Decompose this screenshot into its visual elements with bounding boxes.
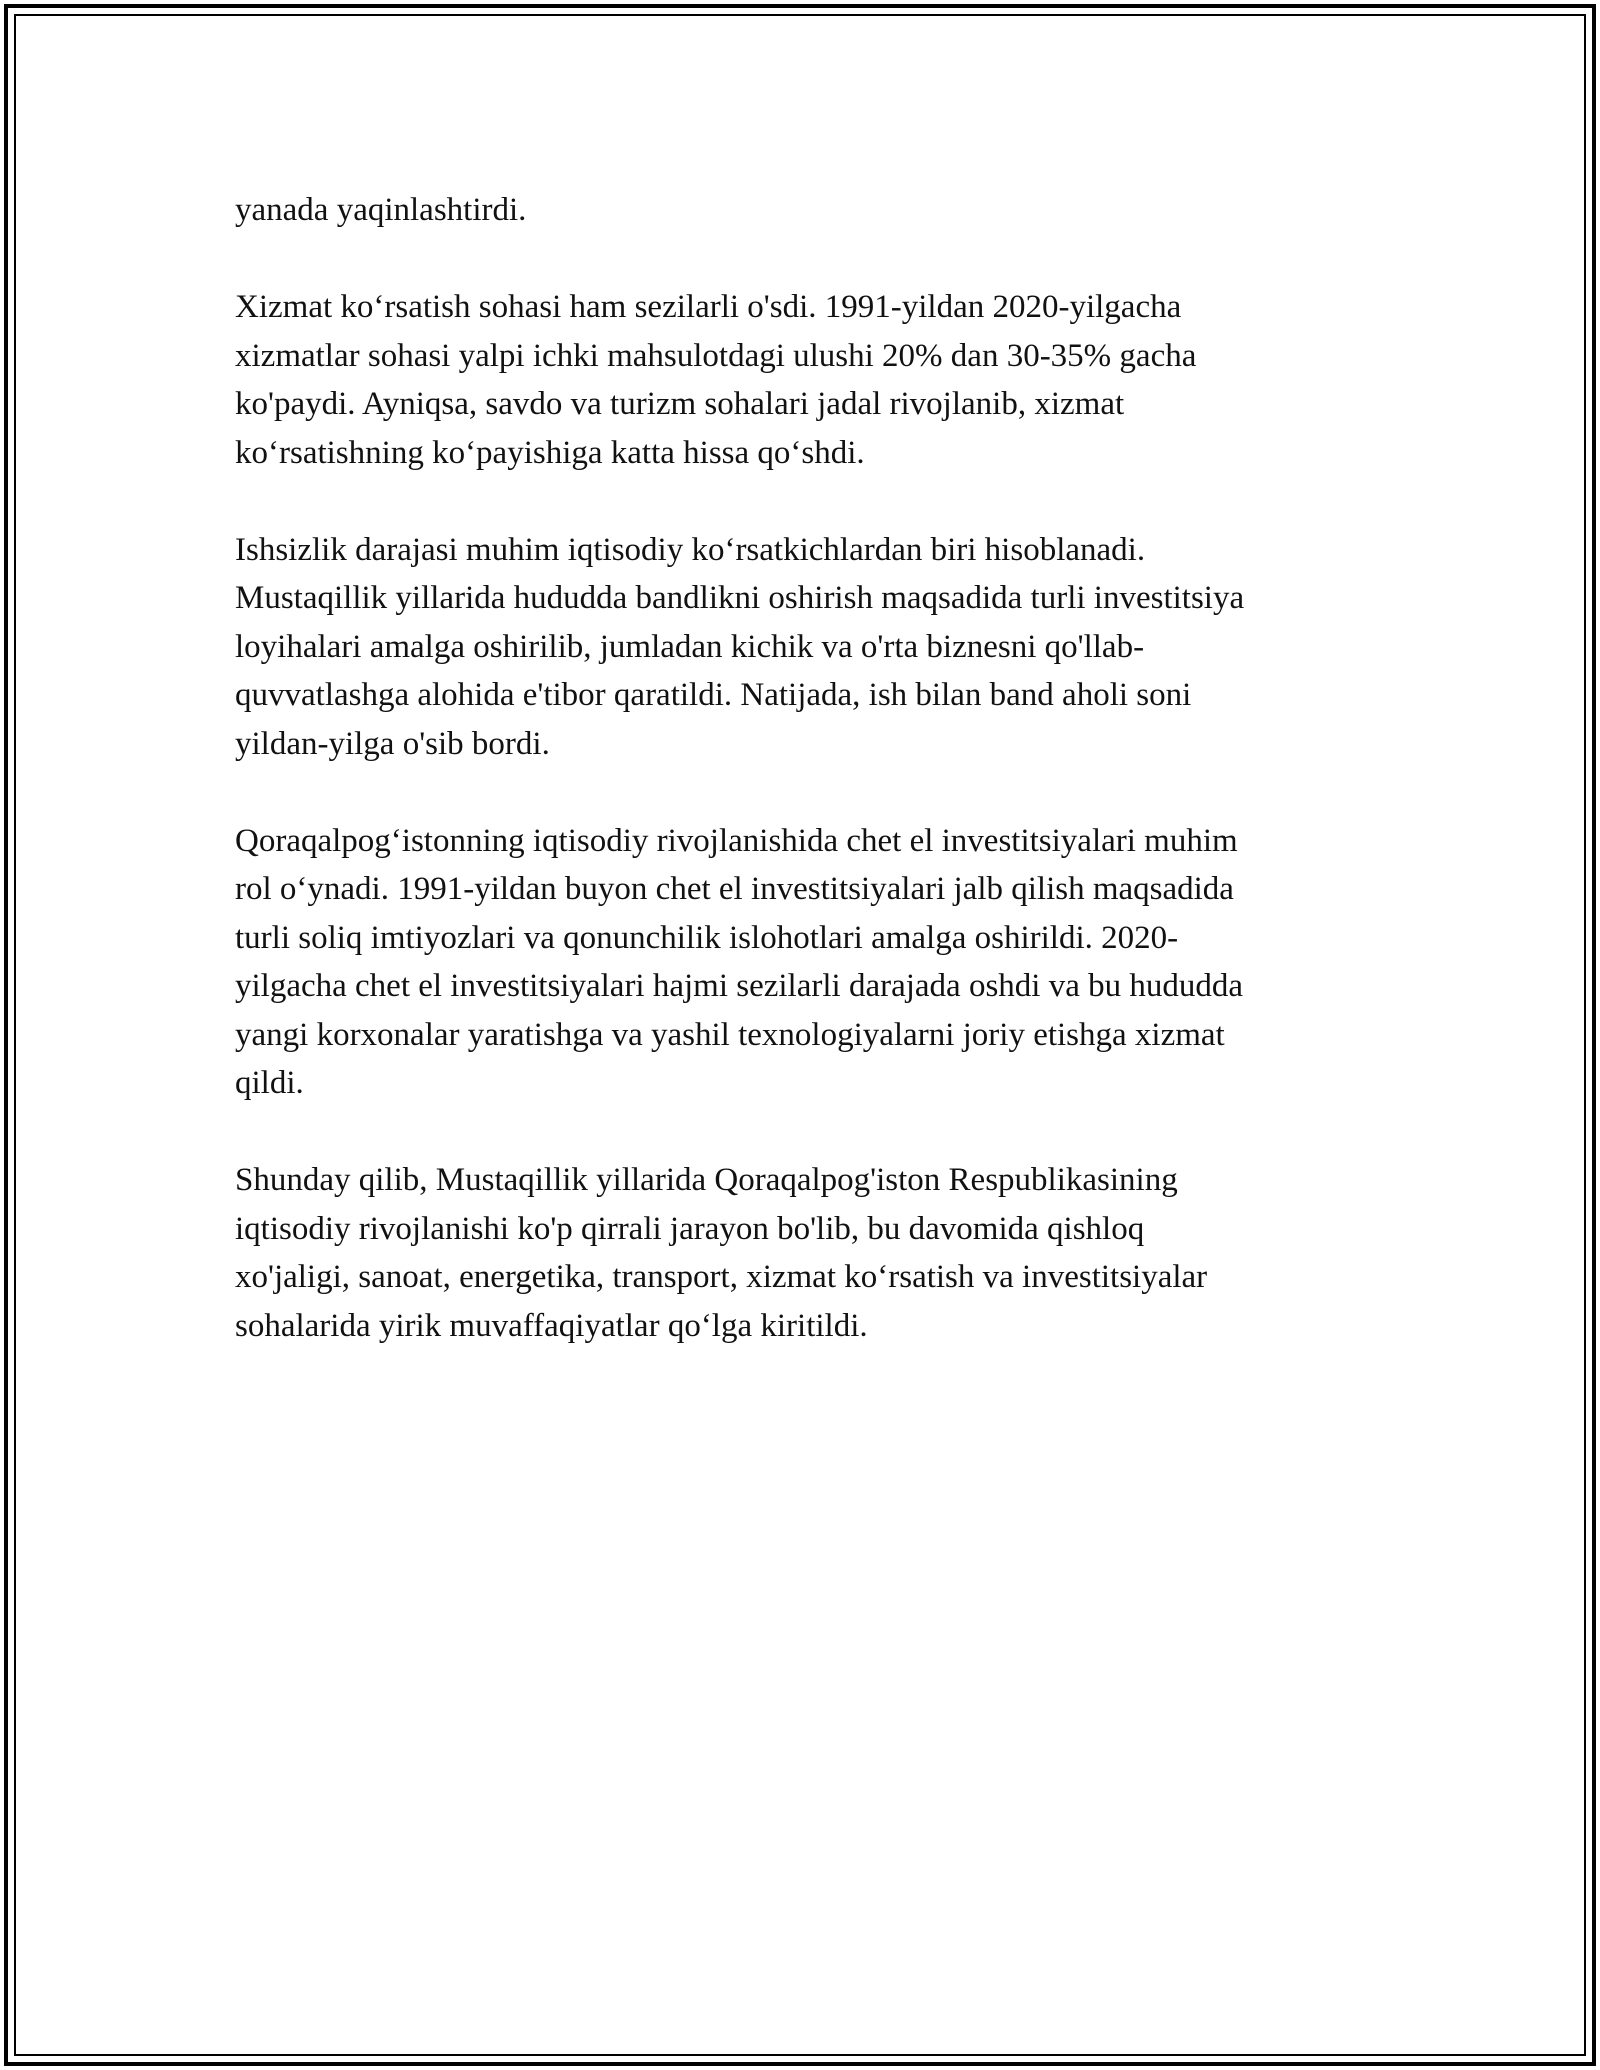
paragraph-2: Xizmat ko‘rsatish sohasi ham sezilarli o'sdi. 1991-yildan 2020-yilgacha xizmatlar sohasi yalpi ichki mahsulotdagi ulushi 20% dan 30-35% gacha ko'paydi. Ayniqsa, savdo va turizm sohalari jadal rivojlanib, xizmat ko‘rsatishning ko‘payishiga katta hissa qo‘shdi. — [235, 289, 1197, 471]
paragraph-4: Qoraqalpog‘istonning iqtisodiy rivojlanishida chet el investitsiyalari muhim rol o‘ynadi. 1991-yildan buyon chet el investitsiyalari jalb qilish maqsadida turli soliq imtiyozlari va qonunchilik islohotlari amalga oshirildi. 2020- yilgacha chet el investitsiyalari hajmi sezilarli darajada oshdi va bu hududda yangi korxonalar yaratishga va yashil texnologiyalarni joriy etishga xizmat qildi. — [235, 822, 1243, 1101]
document-body — [235, 186, 1375, 1399]
paragraph-3: Ishsizlik darajasi muhim iqtisodiy ko‘rsatkichlardan biri hisoblanadi. Mustaqillik yillarida hududda bandlikni oshirish maqsadida turli investitsiya loyihalari amalga oshirilib, jumladan kichik va o'rta biznesni qo'llab- quvvatlashga alohida e'tibor qaratildi. Natijada, ish bilan band aholi soni yildan-yilga o'sib bordi. — [235, 531, 1245, 762]
paragraph-5: Shunday qilib, Mustaqillik yillarida Qoraqalpog'iston Respublikasining iqtisodiy rivojlanishi ko'p qirrali jarayon bo'lib, bu davomida qishloq xo'jaligi, sanoat, energetika, transport, xizmat ko‘rsatish va investitsiyalar sohalarida yirik muvaffaqiyatlar qo‘lga kiritildi. — [235, 1162, 1208, 1344]
paragraph-1: yanada yaqinlashtirdi. — [235, 192, 527, 228]
